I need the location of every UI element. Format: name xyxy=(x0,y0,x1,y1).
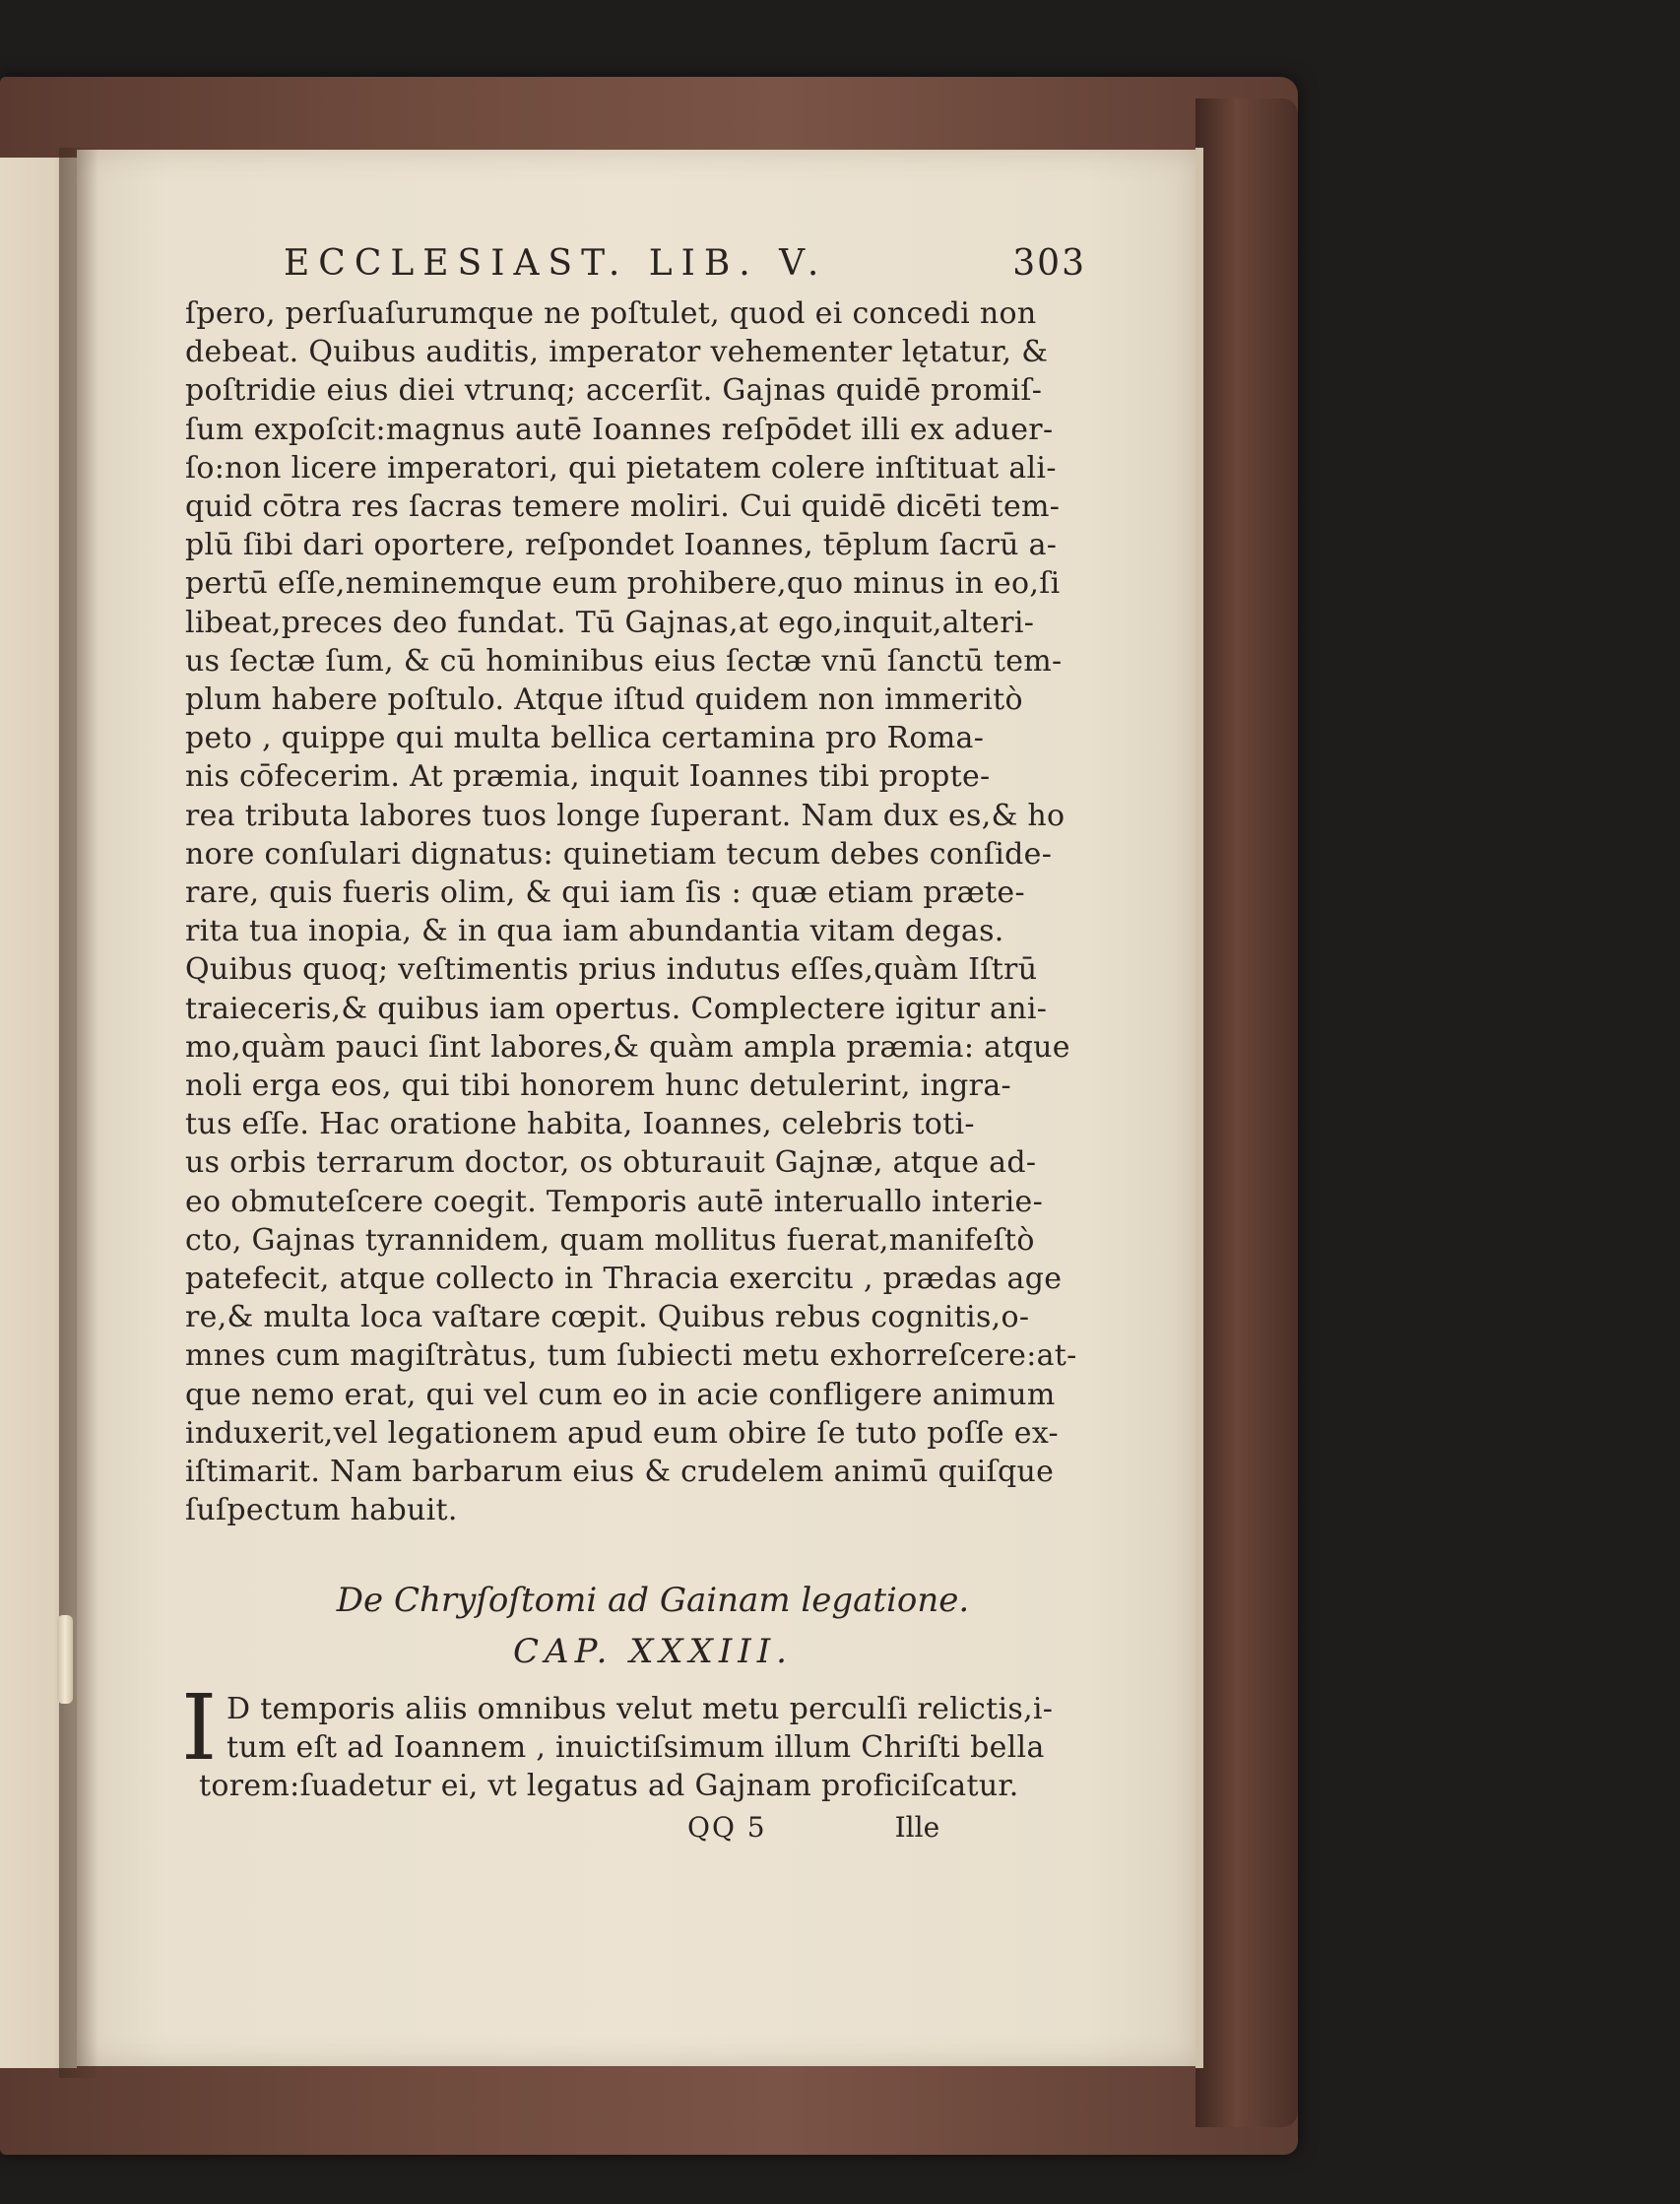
text-line: re,& multa loca vaſtare cœpit. Quibus rebus cognitis,o- xyxy=(185,1300,1030,1335)
spacer xyxy=(185,1676,1071,1690)
text-line: rare, quis fueris olim, & qui iam ſis : quæ etiam præte- xyxy=(185,875,1025,911)
text-line: debeat. Quibus auditis, imperator vehementer lętatur, & xyxy=(185,335,1049,370)
text-line: que nemo erat, qui vel cum eo in acie confligere animum xyxy=(185,1377,1056,1412)
chapter-heading: De Chryſoſtomi ad Gainam legatione. xyxy=(336,1580,970,1620)
text-line: mo,quàm pauci ſint labores,& quàm ampla præmia: atque xyxy=(185,1029,1070,1065)
text-line: ſuſpectum habuit. xyxy=(185,1493,458,1528)
text-block xyxy=(181,243,1086,1850)
text-line: nore conſulari dignatus: quinetiam tecum debes conſide- xyxy=(185,836,1053,872)
page-number: 303 xyxy=(1012,243,1086,284)
signature-mark: QQ 5 xyxy=(687,1811,767,1845)
text-line: tus eſſe. Hac oratione habita, Ioannes, celebris toti- xyxy=(185,1107,975,1142)
text-line: quid cōtra res ſacras temere moliri. Cui quidē dicēti tem- xyxy=(185,489,1061,525)
text-line: plum habere poſtulo. Atque iſtud quidem non immeritò xyxy=(185,682,1023,718)
chapter-paragraph xyxy=(181,1674,1071,1806)
text-line: D temporis aliis omnibus velut metu perculſi relictis,i- xyxy=(226,1691,1054,1726)
text-line: torem:ſuadetur ei, vt legatus ad Gajnam proficiſcatur. xyxy=(199,1768,1019,1803)
text-line: poſtridie eius diei vtrunq; accerſit. Gajnas quidē promiſ- xyxy=(185,373,1043,409)
chapter-number: CAP. XXXIII. xyxy=(513,1631,793,1671)
text-line: cto, Gajnas tyrannidem, quam mollitus fuerat,manifeſtò xyxy=(185,1222,1035,1258)
text-line: mnes cum magiſtràtus, tum ſubiecti metu exhorreſcere:at- xyxy=(185,1338,1077,1374)
text-line: traieceris,& quibus iam opertus. Complectere igitur ani- xyxy=(185,991,1048,1026)
text-line: peto , quippe qui multa bellica certamina pro Roma- xyxy=(185,721,985,756)
drop-cap: I xyxy=(181,1674,218,1781)
text-line: pertū eſſe,neminemque eum prohibere,quo minus in eo,ſi xyxy=(185,566,1061,602)
binding-edge xyxy=(1195,98,1298,2127)
text-line: us orbis terrarum doctor, os obturauit Gajnæ, atque ad- xyxy=(185,1145,1037,1181)
spacer xyxy=(185,1530,1071,1576)
text-line: libeat,preces deo fundat. Tū Gajnas,at ego,inquit,alteri- xyxy=(185,605,1035,640)
text-line: ſum expoſcit:magnus autē Ioannes reſpōdet illi ex aduer- xyxy=(185,412,1054,447)
text-line: nis cōfecerim. At præmia, inquit Ioannes tibi propte- xyxy=(185,759,991,795)
text-line: plū ſibi dari oportere, reſpondet Ioannes, tēplum ſacrū a- xyxy=(185,528,1058,563)
page-edge xyxy=(1195,148,1203,2068)
body-text xyxy=(185,294,1077,1530)
text-line: rea tributa labores tuos longe ſuperant. Nam dux es,& ho xyxy=(185,798,1066,833)
text-line: Quibus quoq; veſtimentis prius indutus eſſes,quàm Iſtrū xyxy=(185,952,1038,988)
gutter-shadow xyxy=(59,148,98,2078)
text-line: iſtimarit. Nam barbarum eius & crudelem animū quiſque xyxy=(185,1455,1055,1490)
book-page xyxy=(77,150,1199,2066)
running-head-title: ECCLESIAST. LIB. V. xyxy=(284,243,828,284)
page-footer xyxy=(185,1811,1071,1850)
binding-thread xyxy=(57,1615,73,1704)
text-line: tum eſt ad Ioannem , inuictiſsimum illum Chriſti bella xyxy=(226,1729,1045,1765)
text-line: rita tua inopia, & in qua iam abundantia vitam degas. xyxy=(185,914,1004,949)
text-line: induxerit,vel legationem apud eum obire ſe tuto poſſe ex- xyxy=(185,1415,1059,1451)
text-line: eo obmuteſcere coegit. Temporis autē interuallo interie- xyxy=(185,1184,1044,1219)
text-line: patefecit, atque collecto in Thracia exercitu , prædas age xyxy=(185,1262,1063,1297)
text-line: noli erga eos, qui tibi honorem hunc detulerint, ingra- xyxy=(185,1069,1011,1104)
catchword: Ille xyxy=(894,1811,940,1845)
running-head xyxy=(284,243,1086,291)
text-line: ſpero, perſuaſurumque ne poſtulet, quod ei concedi non xyxy=(185,296,1037,331)
text-line: ſo:non licere imperatori, qui pietatem colere inſtituat ali- xyxy=(185,450,1057,486)
text-line: us ſectæ ſum, & cū hominibus eius ſectæ vnū ſanctū tem- xyxy=(185,643,1063,679)
